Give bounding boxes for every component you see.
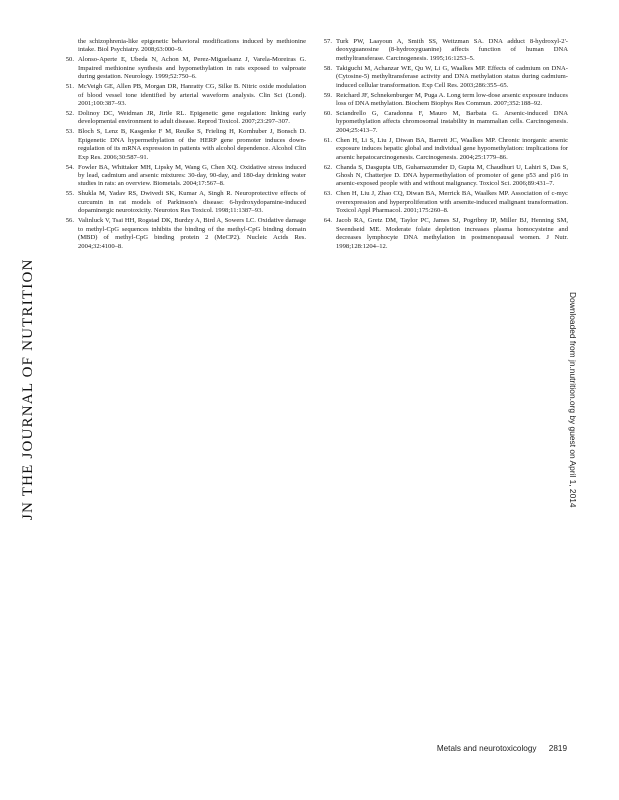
reference-text: Shukla M, Yadav RS, Dwivedi SK, Kumar A, Singh R. Neuroprotective effects of curcumin in rat models of Parkinson's disease: 6-hydroxydopamine-induced dopaminergic neurotoxicity. Neurotox Res Toxicol. 1998;11:1387–93. [78, 190, 306, 215]
references-left-column [60, 38, 306, 253]
reference-entry [318, 164, 568, 189]
page-footer [422, 744, 567, 753]
reference-text: McVeigh GE, Allen PB, Morgan DR, Hanratty CG, Silke B. Nitric oxide modulation of blood vessel tone identified by arterial waveform analysis. Clin Sci (Lond). 2001;100:387–93. [78, 83, 306, 108]
reference-entry [60, 110, 306, 127]
reference-text: Chen H, Li S, Liu J, Diwan BA, Barrett JC, Waalkes MP. Chronic inorganic arsenic exposure induces hepatic global and individual gene hypomethylation: implications for arsenic hepatocarcinogenesis. Carcinogenesis. 2004;25:1779–86. [336, 136, 568, 161]
reference-entry [318, 217, 568, 251]
reference-text: Valinluck V, Tsai HH, Rogstad DK, Burdzy A, Bird A, Sowers LC. Oxidative damage to methyl-CpG sequences inhibits the binding of the methyl-CpG binding domain (MBD) of methyl-CpG binding protein 2 (MeCP2). Nucleic Acids Res. 2004;32:4100–8. [78, 217, 306, 250]
reference-text: Chanda S, Dasgupta UB, Guhamazumder D, Gupta M, Chaudhuri U, Lahiri S, Das S, Ghosh N, Chatterjee D. DNA hypermethylation of promoter of gene p53 and p16 in arsenic-exposed people with and without malignancy. Toxicol Sci. 2006;89:431–7. [336, 163, 568, 188]
reference-text: Bloch S, Lenz B, Kasgenke F M, Reulke S, Frieling H, Kornhuber J, Bonsch D. Epigenetic DNA hypermethylation of the HERP gene promoter induces down-regulation of its mRNA expression in patients with alcohol dependence. Alcohol Clin Exp Res. 2006;30:587–91. [78, 128, 306, 161]
reference-entry [60, 190, 306, 215]
reference-text: Jacob RA, Gretz DM, Taylor PC, James SJ, Pogribny IP, Miller BJ, Henning SM, Swendseid ME. Moderate folate depletion increases plasma homocysteine and decreases lymphocyte DNA methylation in postmenopausal women. J Nutr. 1998;128:1204–12. [336, 217, 568, 250]
reference-number: 63. [323, 190, 332, 198]
reference-entry [60, 217, 306, 251]
page-number: 2819 [548, 744, 567, 753]
reference-number: 50. [65, 56, 74, 64]
reference-text: Fowler BA, Whittaker MH, Lipsky M, Wang G, Chen XQ. Oxidative stress induced by lead, cadmium and arsenic mixtures: 30-day, 90-day, and 180-day drinking water studies in rats: an overview. Biometals. 2004;17:567–8. [78, 163, 306, 188]
reference-entry [318, 110, 568, 135]
reference-entry [318, 38, 568, 63]
reference-entry [60, 83, 306, 108]
reference-number: 62. [323, 163, 332, 171]
reference-text: Alonso-Aperte E, Ubeda N, Achon M, Perez-Miguelsanz J, Varela-Moreiras G. Impaired methionine synthesis and hypomethylation in rats exposed to valproate during gestation. Neurology. 1999;52:750–6. [78, 56, 306, 81]
reference-text: Sciandrello G, Caradonna F, Mauro M, Barbata G. Arsenic-induced DNA hypomethylation affects chromosomal instability in mammalian cells. Carcinogenesis. 2004;25:413–7. [336, 110, 568, 134]
reference-text: Turk PW, Laayoun A, Smith SS, Weitzman SA. DNA adduct 8-hydroxyl-2'-deoxyguanosine (8-hydroxyguanine) affects function of human DNA methyltransferase. Carcinogenesis. 1995;16:1253–5. [336, 38, 568, 62]
reference-number: 64. [323, 217, 332, 225]
references-right-column [318, 38, 568, 253]
reference-text: Takiguchi M, Achanzar WE, Qu W, Li G, Waalkes MP. Effects of cadmium on DNA-(Cytosine-5) methyltransferase activity and DNA methylation status during cadmium-induced cellular transformation. Exp Cell Res. 2003;286:355–65. [336, 64, 568, 89]
reference-entry [318, 190, 568, 215]
reference-number: 52. [65, 110, 74, 118]
reference-entry [60, 164, 306, 189]
footer-section-title: Metals and neurotoxicology [436, 744, 537, 753]
reference-entry [318, 65, 568, 90]
reference-text: Dolinoy DC, Weidman JR, Jirtle RL. Epigenetic gene regulation: linking early developmental environment to adult disease. Reprod Toxicol. 2007;23:297–307. [78, 110, 306, 126]
reference-number: 56. [65, 217, 74, 225]
reference-number: 57. [323, 38, 332, 45]
reference-number: 55. [65, 190, 74, 198]
reference-number: 59. [323, 91, 332, 99]
reference-number: 54. [65, 163, 74, 171]
reference-number: 58. [323, 64, 332, 72]
reference-entry [60, 56, 306, 81]
reference-number: 60. [323, 110, 332, 118]
reference-entry [318, 92, 568, 109]
reference-entry [60, 128, 306, 162]
reference-number: 51. [65, 83, 74, 91]
reference-number: 53. [65, 128, 74, 136]
reference-text: Reichard JF, Schnekenburger M, Puga A. Long term low-dose arsenic exposure induces loss of DNA methylation. Biochem Biophys Res Commun. 2007;352:188–92. [336, 91, 568, 108]
reference-text: Chen H, Liu J, Zhao CQ, Diwan BA, Merrick BA, Waalkes MP. Association of c-myc overexpression and hyperproliferation with arsenite-induced malignant transformation. Toxicol Appl Pharmacol. 2001;175:260–8. [336, 190, 568, 215]
journal-title-vertical: JN THE JOURNAL OF NUTRITION [20, 258, 36, 520]
download-notice-vertical: Downloaded from jn.nutrition.org by guest on April 1, 2014 [568, 292, 578, 508]
reference-entry [60, 38, 306, 55]
reference-entry [318, 137, 568, 162]
reference-text: the schizophrenia-like epigenetic behavioral modifications induced by methionine intake. Biol Psychiatry. 2008;63:000–9. [78, 38, 306, 54]
reference-number: 61. [323, 136, 332, 144]
